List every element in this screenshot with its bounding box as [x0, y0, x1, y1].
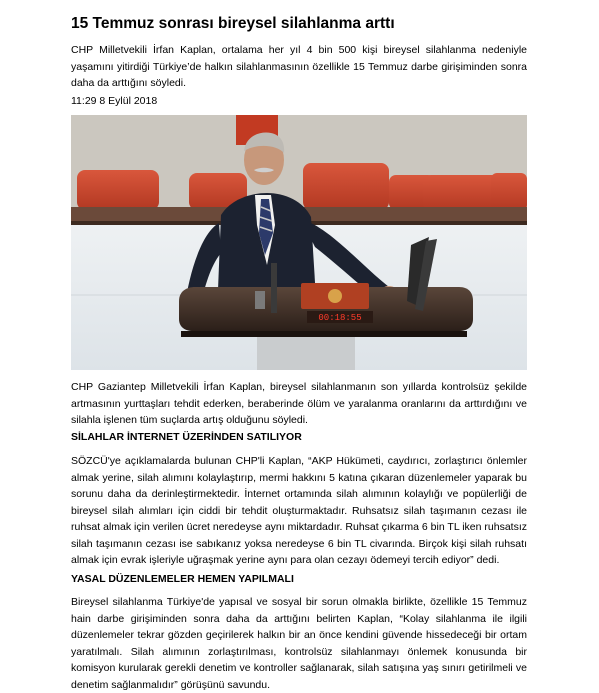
section-heading: YASAL DÜZENLEMELER HEMEN YAPILMALI	[71, 573, 294, 585]
photo-caption: CHP Gaziantep Milletvekili İrfan Kaplan, bireysel silahlanmanın son yıllarda kontrolsüz şekilde artmasının yurttaşları tehdit ederken, beraberinde ölüm ve yaralanma oranlarını da arttırdığını ve silahla işlenen tüm suçlarda artış olduğunu söyledi.	[71, 381, 527, 426]
section-body: Bireysel silahlanma Türkiye'de yapısal ve sosyal bir sorun olmakla birlikte, özellikle 15 Temmuz hain darbe girişiminden sonra daha da arttığını belirten Kaplan, “Kolay silahlanma ile ilgili düzenlemeler tekrar gözden geçirilerek halkın bir an önce kendini güvende hissedeceği bir ortam yaratılmalı. Silah alımının zorlaştırılması, kontrolsüz silahlanmayı önlemek konusunda bir komisyon kurularak gerekli denetim ve kontroller sağlanarak, silah satışına yaş sınırı getirilmeli ve denetim sağlanmalıdır” görüşünü savundu.	[71, 596, 527, 691]
article-title: 15 Temmuz sonrası bireysel silahlanma arttı	[71, 15, 395, 32]
article-dateline: 11:29 8 Eylül 2018	[71, 95, 158, 107]
section-body: SÖZCÜ'ye açıklamalarda bulunan CHP'li Kaplan, “AKP Hükümeti, caydırıcı, zorlaştırıcı önlemler almak yerine, silah alımını kolaylaştırıp, mermi hakkını 5 katına çıkaran düzenlemeler yaparak bu sorunu daha da derinleştirmektedir. İnternet ortamında silah alımının kolaylığı ve popülerliği de bireysel silah alımları için ciddi bir tehdit oluşturmaktadır. Ruhsatsız silah taşımanın cezası ile ruhsat almak için verilen ücret neredeyse aynı miktardadır. Ruhsat çıkarma 6 bin TL iken ruhsatsız silah taşımanın cezası ise sabıkanız yoksa neredeyse 6 bin TL civarında. Birçok kişi silah ruhsatı almak için evrak işleriyle uğraşmak yerine aynı para olan cezayı ödemeyi tercih ediyor” dedi.	[71, 455, 527, 566]
section-heading: SİLAHLAR İNTERNET ÜZERİNDEN SATILIYOR	[71, 431, 302, 443]
article-lead: CHP Milletvekili İrfan Kaplan, ortalama her yıl 4 bin 500 kişi bireysel silahlanma nedeniyle yaşamını yitirdiği Türkiye’de halkın silahlanmasının özellikle 15 Temmuz darbe girişiminden sonra daha da arttığını söyledi.	[71, 44, 527, 89]
podium-timer: 00:18:55	[318, 313, 362, 323]
article-photo	[71, 115, 527, 370]
